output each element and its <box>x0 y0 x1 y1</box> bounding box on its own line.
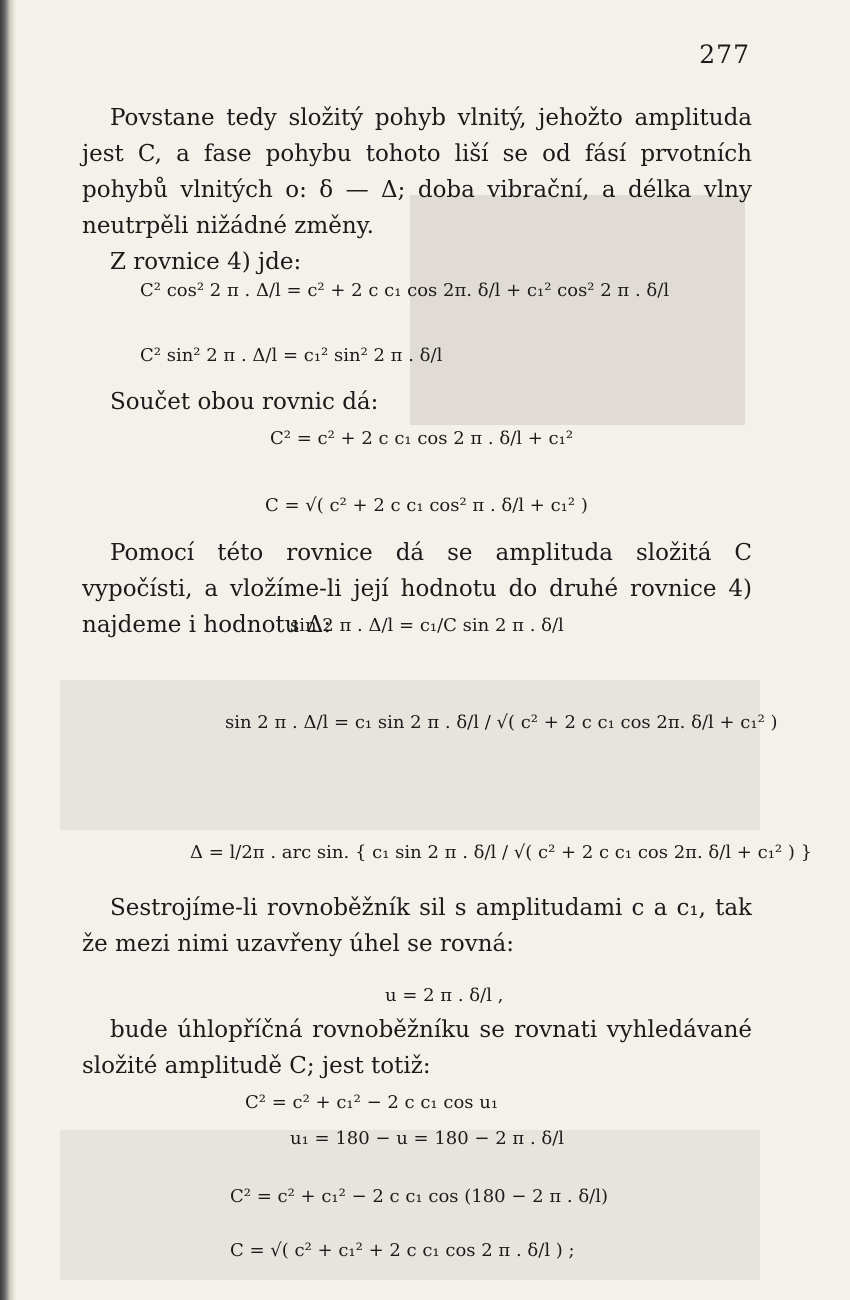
equation-9: C² = c² + c₁² − 2 c c₁ cos u₁ <box>245 1092 499 1113</box>
page-binding-edge <box>0 0 16 1300</box>
line-z-rovnice: Z rovnice 4) jde: <box>110 249 302 275</box>
line-soucet-wrap <box>82 384 752 420</box>
equation-5: sin 2 π . Δ/l = c₁/C sin 2 π . δ/l <box>290 615 564 636</box>
line-soucet: Součet obou rovnic dá: <box>110 389 379 415</box>
equation-4: C = √( c² + 2 c c₁ cos² π . δ/l + c₁² ) <box>265 495 588 516</box>
show-through-text <box>60 680 760 830</box>
paragraph-1: Povstane tedy složitý pohyb vlnitý, jehožto amplituda jest C, a fase pohybu tohoto liší se od fásí prvotních pohybů vlnitých o: δ — Δ; doba vibrační, a délka vlny neutrpěli nižádné změny. Z rovnice 4) jde: <box>82 100 752 280</box>
equation-3: C² = c² + 2 c c₁ cos 2 π . δ/l + c₁² <box>270 428 574 449</box>
equation-7: Δ = l/2π . arc sin. { c₁ sin 2 π . δ/l / √( c² + 2 c c₁ cos 2π. δ/l + c₁² ) } <box>190 842 813 863</box>
page-number: 277 <box>699 40 750 69</box>
equation-2: C² sin² 2 π . Δ/l = c₁² sin² 2 π . δ/l <box>140 345 443 366</box>
equation-6: sin 2 π . Δ/l = c₁ sin 2 π . δ/l / √( c² + 2 c c₁ cos 2π. δ/l + c₁² ) <box>225 712 778 733</box>
equation-8: u = 2 π . δ/l , <box>385 985 504 1006</box>
equation-11: C² = c² + c₁² − 2 c c₁ cos (180 − 2 π . δ/l) <box>230 1186 608 1207</box>
paragraph-3: Sestrojíme-li rovnoběžník sil s amplitudami c a c₁, tak že mezi nimi uzavřeny úhel se rovná: <box>82 895 752 957</box>
equation-1: C² cos² 2 π . Δ/l = c² + 2 c c₁ cos 2π. δ/l + c₁² cos² 2 π . δ/l <box>140 280 670 301</box>
equation-10: u₁ = 180 − u = 180 − 2 π . δ/l <box>290 1128 565 1149</box>
paragraph-2: Pomocí této rovnice dá se amplituda složitá C vypočísti, a vložíme-li její hodnotu do druhé rovnice 4) najdeme i hodnotu Δ: <box>82 540 752 638</box>
paragraph-4: bude úhlopříčná rovnoběžníku se rovnati vyhledávané složité amplitudě C; jest totiž: <box>82 1017 752 1079</box>
equation-12: C = √( c² + c₁² + 2 c c₁ cos 2 π . δ/l ) ; <box>230 1240 575 1261</box>
